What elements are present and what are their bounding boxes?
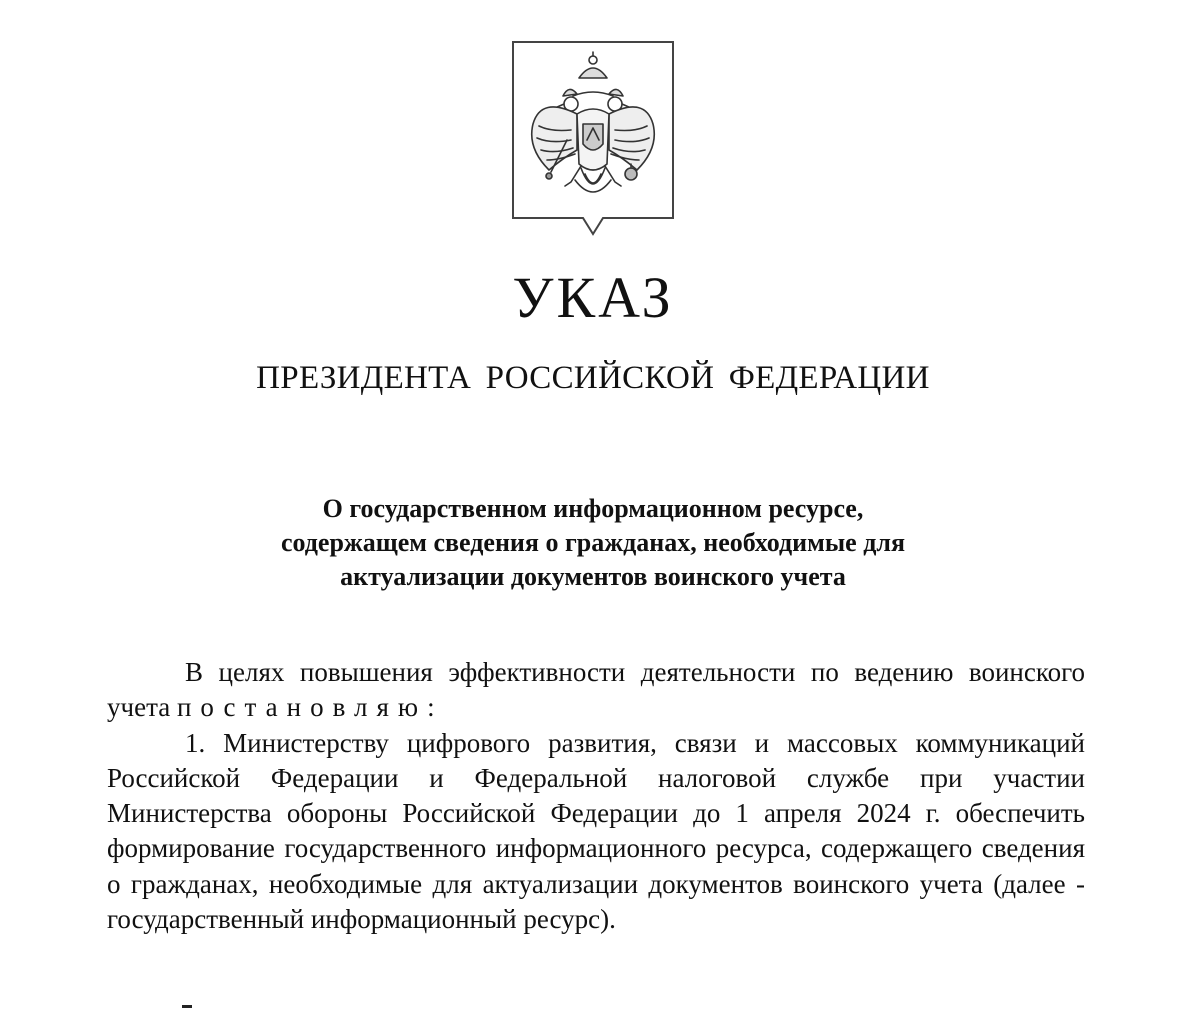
document-type-title: УКАЗ (512, 265, 674, 330)
decree-verb: постановляю (176, 692, 428, 723)
preamble-paragraph (107, 655, 1085, 726)
subject-line: актуализации документов воинского учета (340, 562, 846, 591)
coat-of-arms-emblem (511, 40, 675, 238)
decree-body (107, 655, 1085, 937)
next-line-fragment (182, 994, 242, 1009)
item-1-paragraph: 1. Министерству цифрового развития, связи и массовых коммуникаций Российской Федерации и Федеральной налоговой службе при участии Министерства обороны Российской Федерации до 1 апреля 2024 г. обеспечить формирование государственного информационного ресурса, содержащего сведения о гражданах, необходимые для актуализации документов воинского учета (далее - государственный информационный ресурс). (107, 727, 1085, 935)
issuer-title: ПРЕЗИДЕНТА РОССИЙСКОЙ ФЕДЕРАЦИИ (256, 360, 930, 396)
subject-line: содержащем сведения о гражданах, необходимые для (280, 528, 906, 557)
subject-line: О государственном информационном ресурсе, (322, 494, 864, 523)
preamble-colon: : (427, 692, 435, 723)
preamble-text: В целях повышения эффективности деятельности по ведению воинского учета (107, 657, 1085, 723)
decree-subject-heading (150, 492, 1036, 594)
russian-coat-of-arms-icon (511, 40, 675, 238)
